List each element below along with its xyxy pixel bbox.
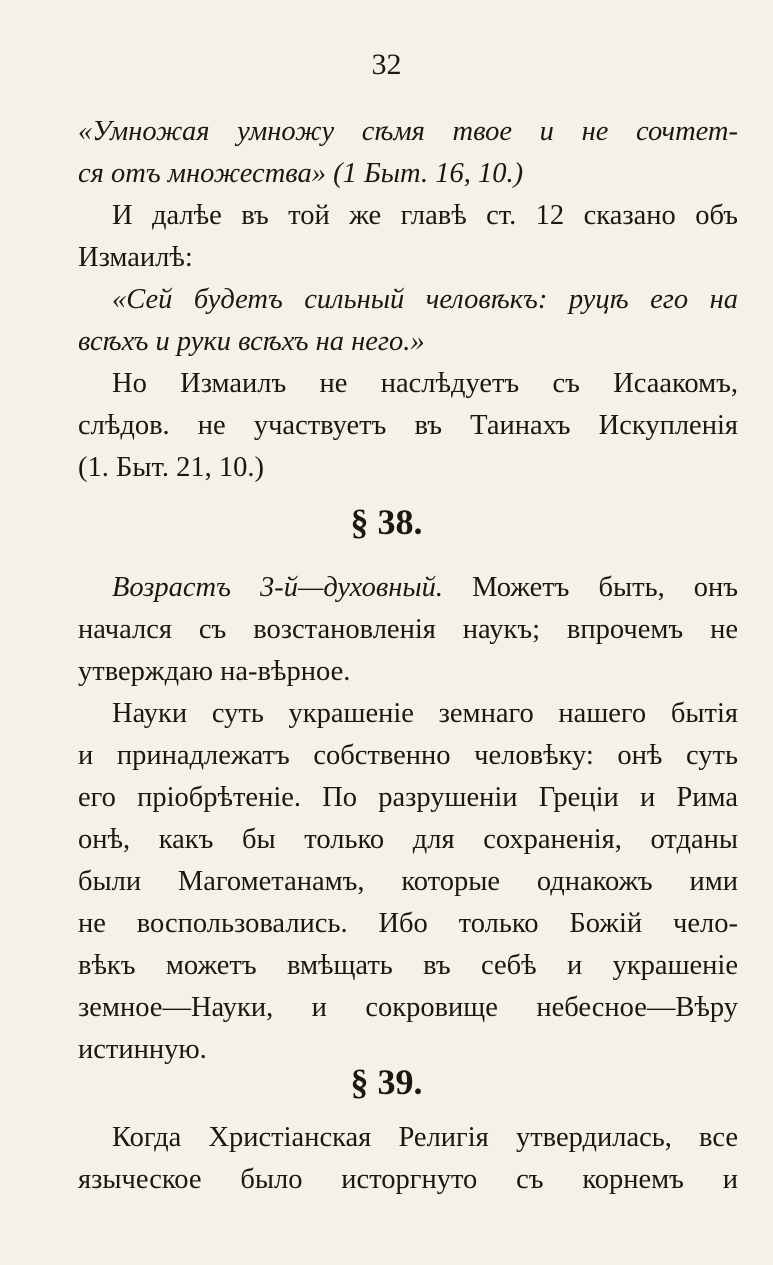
- text-line: истинную.: [78, 1034, 207, 1065]
- page-number: 32: [371, 48, 402, 81]
- text-line: онѣ, какъ бы только для сохраненія, отданы: [78, 824, 738, 855]
- text-line: Науки суть украшеніе земнаго нашего бытія: [112, 698, 738, 729]
- text-line: всѣхъ и руки всѣхъ на него.»: [78, 326, 425, 357]
- text-line: (1. Быт. 21, 10.): [78, 452, 264, 483]
- text-line: его пріобрѣтеніе. По разрушеніи Греціи и Рима: [78, 782, 738, 813]
- text-line: Возрастъ 3-й—духовный. Можетъ быть, онъ: [112, 572, 738, 603]
- text-line: ся отъ множества» (1 Быт. 16, 10.): [78, 158, 524, 189]
- text-line: утверждаю на-вѣрное.: [78, 656, 351, 687]
- text-line: И далѣе въ той же главѣ ст. 12 сказано объ: [112, 200, 738, 231]
- text-line: «Сей будетъ сильный человѣкъ: руцѣ его на: [112, 284, 738, 315]
- text-line: «Умножая умножу сѣмя твое и не сочтет-: [78, 116, 738, 147]
- text-line: слѣдов. не участвуетъ въ Таинахъ Искупленія: [78, 410, 738, 441]
- text-line: вѣкъ можетъ вмѣщать въ себѣ и украшеніе: [78, 950, 738, 981]
- text-line: были Магометанамъ, которые однакожъ ими: [78, 866, 738, 897]
- text-line: и принадлежатъ собственно человѣку: онѣ суть: [78, 740, 738, 771]
- text-line: начался съ возстановленія наукъ; впрочемъ не: [78, 614, 738, 645]
- text-line: Измаилѣ:: [78, 242, 193, 273]
- text-line: Когда Христіанская Религія утвердилась, все: [112, 1122, 738, 1153]
- text-line: языческое было исторгнуто съ корнемъ и: [78, 1164, 738, 1195]
- section-heading: § 38.: [350, 502, 423, 542]
- text-line: Но Измаилъ не наслѣдуетъ съ Исаакомъ,: [112, 368, 738, 399]
- text-line: земное—Науки, и сокровище небесное—Вѣру: [78, 992, 738, 1023]
- text-line: не воспользовались. Ибо только Божій чело-: [78, 908, 738, 939]
- section-heading: § 39.: [350, 1062, 423, 1102]
